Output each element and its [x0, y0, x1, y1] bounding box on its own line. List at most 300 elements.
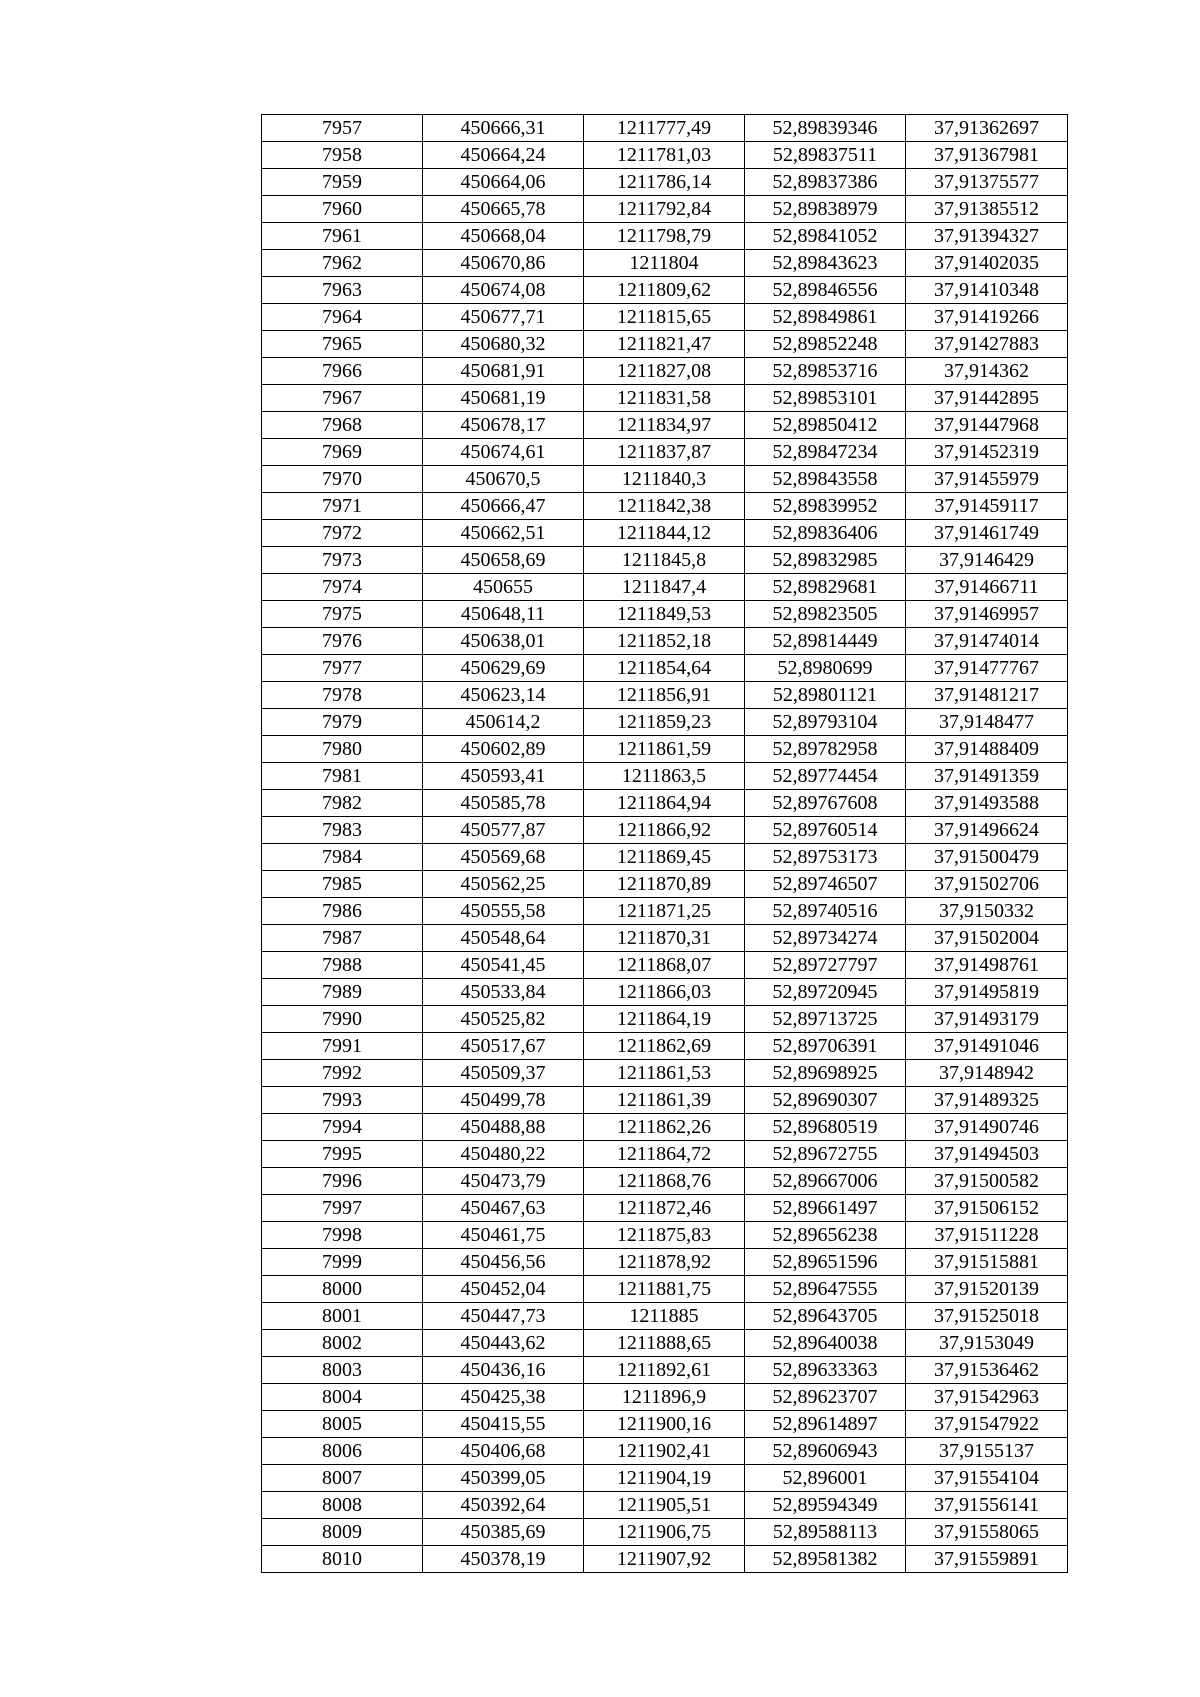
table-row	[262, 304, 1068, 331]
longitude-cell: 37,91367981	[906, 142, 1068, 169]
latitude-cell: 52,8980699	[745, 655, 906, 682]
table-row	[262, 979, 1068, 1006]
x-coordinate-cell: 450666,47	[423, 493, 584, 520]
y-coordinate-cell: 1211902,41	[584, 1438, 745, 1465]
table-row	[262, 844, 1068, 871]
longitude-cell: 37,91442895	[906, 385, 1068, 412]
longitude-cell: 37,91493179	[906, 1006, 1068, 1033]
table-row	[262, 601, 1068, 628]
longitude-cell: 37,91502004	[906, 925, 1068, 952]
latitude-cell: 52,89713725	[745, 1006, 906, 1033]
table-body	[262, 115, 1068, 1573]
table-row	[262, 1168, 1068, 1195]
y-coordinate-cell: 1211866,92	[584, 817, 745, 844]
x-coordinate-cell: 450509,37	[423, 1060, 584, 1087]
y-coordinate-cell: 1211821,47	[584, 331, 745, 358]
latitude-cell: 52,89843623	[745, 250, 906, 277]
y-coordinate-cell: 1211864,19	[584, 1006, 745, 1033]
latitude-cell: 52,89853716	[745, 358, 906, 385]
y-coordinate-cell: 1211869,45	[584, 844, 745, 871]
longitude-cell: 37,91536462	[906, 1357, 1068, 1384]
x-coordinate-cell: 450436,16	[423, 1357, 584, 1384]
latitude-cell: 52,89841052	[745, 223, 906, 250]
table-row	[262, 1411, 1068, 1438]
longitude-cell: 37,91459117	[906, 493, 1068, 520]
table-row	[262, 1276, 1068, 1303]
longitude-cell: 37,91447968	[906, 412, 1068, 439]
x-coordinate-cell: 450681,19	[423, 385, 584, 412]
point-number-cell: 7980	[262, 736, 423, 763]
latitude-cell: 52,89850412	[745, 412, 906, 439]
point-number-cell: 7973	[262, 547, 423, 574]
longitude-cell: 37,91489325	[906, 1087, 1068, 1114]
point-number-cell: 7969	[262, 439, 423, 466]
longitude-cell: 37,91466711	[906, 574, 1068, 601]
longitude-cell: 37,91506152	[906, 1195, 1068, 1222]
y-coordinate-cell: 1211856,91	[584, 682, 745, 709]
point-number-cell: 8002	[262, 1330, 423, 1357]
point-number-cell: 7967	[262, 385, 423, 412]
x-coordinate-cell: 450668,04	[423, 223, 584, 250]
table-row	[262, 1465, 1068, 1492]
x-coordinate-cell: 450480,22	[423, 1141, 584, 1168]
point-number-cell: 7995	[262, 1141, 423, 1168]
latitude-cell: 52,89690307	[745, 1087, 906, 1114]
y-coordinate-cell: 1211907,92	[584, 1546, 745, 1573]
latitude-cell: 52,89698925	[745, 1060, 906, 1087]
point-number-cell: 7971	[262, 493, 423, 520]
longitude-cell: 37,91558065	[906, 1519, 1068, 1546]
x-coordinate-cell: 450452,04	[423, 1276, 584, 1303]
table-row	[262, 1303, 1068, 1330]
longitude-cell: 37,91410348	[906, 277, 1068, 304]
longitude-cell: 37,9153049	[906, 1330, 1068, 1357]
x-coordinate-cell: 450406,68	[423, 1438, 584, 1465]
table-row	[262, 169, 1068, 196]
x-coordinate-cell: 450443,62	[423, 1330, 584, 1357]
x-coordinate-cell: 450593,41	[423, 763, 584, 790]
point-number-cell: 7998	[262, 1222, 423, 1249]
longitude-cell: 37,91500582	[906, 1168, 1068, 1195]
x-coordinate-cell: 450456,56	[423, 1249, 584, 1276]
table-row	[262, 196, 1068, 223]
longitude-cell: 37,91474014	[906, 628, 1068, 655]
longitude-cell: 37,91452319	[906, 439, 1068, 466]
latitude-cell: 52,89839952	[745, 493, 906, 520]
latitude-cell: 52,89853101	[745, 385, 906, 412]
table-row	[262, 898, 1068, 925]
point-number-cell: 7985	[262, 871, 423, 898]
latitude-cell: 52,896001	[745, 1465, 906, 1492]
latitude-cell: 52,89647555	[745, 1276, 906, 1303]
point-number-cell: 7988	[262, 952, 423, 979]
latitude-cell: 52,89588113	[745, 1519, 906, 1546]
table-row	[262, 1357, 1068, 1384]
x-coordinate-cell: 450399,05	[423, 1465, 584, 1492]
table-row	[262, 520, 1068, 547]
longitude-cell: 37,91496624	[906, 817, 1068, 844]
coordinates-table	[261, 114, 1068, 1573]
latitude-cell: 52,89838979	[745, 196, 906, 223]
table-row	[262, 1384, 1068, 1411]
table-row	[262, 871, 1068, 898]
x-coordinate-cell: 450638,01	[423, 628, 584, 655]
x-coordinate-cell: 450533,84	[423, 979, 584, 1006]
y-coordinate-cell: 1211864,72	[584, 1141, 745, 1168]
x-coordinate-cell: 450392,64	[423, 1492, 584, 1519]
longitude-cell: 37,91469957	[906, 601, 1068, 628]
y-coordinate-cell: 1211881,75	[584, 1276, 745, 1303]
longitude-cell: 37,91362697	[906, 115, 1068, 142]
longitude-cell: 37,91488409	[906, 736, 1068, 763]
latitude-cell: 52,89837386	[745, 169, 906, 196]
x-coordinate-cell: 450664,06	[423, 169, 584, 196]
x-coordinate-cell: 450674,08	[423, 277, 584, 304]
point-number-cell: 7972	[262, 520, 423, 547]
x-coordinate-cell: 450678,17	[423, 412, 584, 439]
table-row	[262, 1546, 1068, 1573]
point-number-cell: 7960	[262, 196, 423, 223]
latitude-cell: 52,89746507	[745, 871, 906, 898]
y-coordinate-cell: 1211866,03	[584, 979, 745, 1006]
y-coordinate-cell: 1211862,26	[584, 1114, 745, 1141]
y-coordinate-cell: 1211847,4	[584, 574, 745, 601]
table-row	[262, 655, 1068, 682]
x-coordinate-cell: 450665,78	[423, 196, 584, 223]
x-coordinate-cell: 450461,75	[423, 1222, 584, 1249]
latitude-cell: 52,89837511	[745, 142, 906, 169]
point-number-cell: 7968	[262, 412, 423, 439]
point-number-cell: 7964	[262, 304, 423, 331]
y-coordinate-cell: 1211871,25	[584, 898, 745, 925]
y-coordinate-cell: 1211888,65	[584, 1330, 745, 1357]
longitude-cell: 37,91556141	[906, 1492, 1068, 1519]
table-row	[262, 358, 1068, 385]
latitude-cell: 52,89656238	[745, 1222, 906, 1249]
point-number-cell: 7965	[262, 331, 423, 358]
latitude-cell: 52,89720945	[745, 979, 906, 1006]
point-number-cell: 7958	[262, 142, 423, 169]
y-coordinate-cell: 1211781,03	[584, 142, 745, 169]
point-number-cell: 7957	[262, 115, 423, 142]
y-coordinate-cell: 1211845,8	[584, 547, 745, 574]
point-number-cell: 7976	[262, 628, 423, 655]
point-number-cell: 7984	[262, 844, 423, 871]
point-number-cell: 8001	[262, 1303, 423, 1330]
point-number-cell: 7966	[262, 358, 423, 385]
latitude-cell: 52,89793104	[745, 709, 906, 736]
longitude-cell: 37,91375577	[906, 169, 1068, 196]
y-coordinate-cell: 1211809,62	[584, 277, 745, 304]
point-number-cell: 7997	[262, 1195, 423, 1222]
table-row	[262, 277, 1068, 304]
point-number-cell: 7963	[262, 277, 423, 304]
table-row	[262, 1330, 1068, 1357]
point-number-cell: 8003	[262, 1357, 423, 1384]
longitude-cell: 37,91502706	[906, 871, 1068, 898]
longitude-cell: 37,91554104	[906, 1465, 1068, 1492]
table-row	[262, 331, 1068, 358]
x-coordinate-cell: 450602,89	[423, 736, 584, 763]
longitude-cell: 37,91427883	[906, 331, 1068, 358]
table-row	[262, 115, 1068, 142]
x-coordinate-cell: 450541,45	[423, 952, 584, 979]
table-row	[262, 736, 1068, 763]
longitude-cell: 37,91461749	[906, 520, 1068, 547]
x-coordinate-cell: 450385,69	[423, 1519, 584, 1546]
point-number-cell: 7989	[262, 979, 423, 1006]
longitude-cell: 37,91394327	[906, 223, 1068, 250]
latitude-cell: 52,89740516	[745, 898, 906, 925]
y-coordinate-cell: 1211852,18	[584, 628, 745, 655]
table-row	[262, 142, 1068, 169]
longitude-cell: 37,91491046	[906, 1033, 1068, 1060]
point-number-cell: 7962	[262, 250, 423, 277]
table-row	[262, 1222, 1068, 1249]
point-number-cell: 7970	[262, 466, 423, 493]
latitude-cell: 52,89843558	[745, 466, 906, 493]
table-row	[262, 628, 1068, 655]
latitude-cell: 52,89846556	[745, 277, 906, 304]
point-number-cell: 7990	[262, 1006, 423, 1033]
longitude-cell: 37,91515881	[906, 1249, 1068, 1276]
y-coordinate-cell: 1211868,07	[584, 952, 745, 979]
y-coordinate-cell: 1211900,16	[584, 1411, 745, 1438]
x-coordinate-cell: 450555,58	[423, 898, 584, 925]
longitude-cell: 37,9155137	[906, 1438, 1068, 1465]
table-row	[262, 1195, 1068, 1222]
point-number-cell: 7981	[262, 763, 423, 790]
x-coordinate-cell: 450467,63	[423, 1195, 584, 1222]
latitude-cell: 52,89814449	[745, 628, 906, 655]
table-row	[262, 709, 1068, 736]
latitude-cell: 52,89839346	[745, 115, 906, 142]
x-coordinate-cell: 450670,5	[423, 466, 584, 493]
y-coordinate-cell: 1211834,97	[584, 412, 745, 439]
latitude-cell: 52,89661497	[745, 1195, 906, 1222]
y-coordinate-cell: 1211786,14	[584, 169, 745, 196]
point-number-cell: 7996	[262, 1168, 423, 1195]
point-number-cell: 7979	[262, 709, 423, 736]
longitude-cell: 37,9148942	[906, 1060, 1068, 1087]
longitude-cell: 37,91402035	[906, 250, 1068, 277]
latitude-cell: 52,89581382	[745, 1546, 906, 1573]
latitude-cell: 52,89706391	[745, 1033, 906, 1060]
x-coordinate-cell: 450473,79	[423, 1168, 584, 1195]
longitude-cell: 37,91511228	[906, 1222, 1068, 1249]
point-number-cell: 7994	[262, 1114, 423, 1141]
x-coordinate-cell: 450517,67	[423, 1033, 584, 1060]
table-row	[262, 466, 1068, 493]
y-coordinate-cell: 1211777,49	[584, 115, 745, 142]
y-coordinate-cell: 1211872,46	[584, 1195, 745, 1222]
y-coordinate-cell: 1211875,83	[584, 1222, 745, 1249]
longitude-cell: 37,91547922	[906, 1411, 1068, 1438]
latitude-cell: 52,89643705	[745, 1303, 906, 1330]
x-coordinate-cell: 450681,91	[423, 358, 584, 385]
latitude-cell: 52,89847234	[745, 439, 906, 466]
longitude-cell: 37,91494503	[906, 1141, 1068, 1168]
x-coordinate-cell: 450499,78	[423, 1087, 584, 1114]
x-coordinate-cell: 450548,64	[423, 925, 584, 952]
latitude-cell: 52,89672755	[745, 1141, 906, 1168]
y-coordinate-cell: 1211854,64	[584, 655, 745, 682]
table-row	[262, 412, 1068, 439]
longitude-cell: 37,91491359	[906, 763, 1068, 790]
table-row	[262, 1087, 1068, 1114]
table-row	[262, 385, 1068, 412]
table-row	[262, 1519, 1068, 1546]
x-coordinate-cell: 450378,19	[423, 1546, 584, 1573]
table-row	[262, 925, 1068, 952]
longitude-cell: 37,91477767	[906, 655, 1068, 682]
longitude-cell: 37,91481217	[906, 682, 1068, 709]
latitude-cell: 52,89651596	[745, 1249, 906, 1276]
x-coordinate-cell: 450655	[423, 574, 584, 601]
point-number-cell: 7978	[262, 682, 423, 709]
x-coordinate-cell: 450666,31	[423, 115, 584, 142]
x-coordinate-cell: 450425,38	[423, 1384, 584, 1411]
longitude-cell: 37,91455979	[906, 466, 1068, 493]
table-row	[262, 1114, 1068, 1141]
point-number-cell: 8010	[262, 1546, 423, 1573]
latitude-cell: 52,89852248	[745, 331, 906, 358]
longitude-cell: 37,91542963	[906, 1384, 1068, 1411]
point-number-cell: 7975	[262, 601, 423, 628]
latitude-cell: 52,89849861	[745, 304, 906, 331]
y-coordinate-cell: 1211849,53	[584, 601, 745, 628]
y-coordinate-cell: 1211896,9	[584, 1384, 745, 1411]
y-coordinate-cell: 1211878,92	[584, 1249, 745, 1276]
y-coordinate-cell: 1211861,39	[584, 1087, 745, 1114]
latitude-cell: 52,89753173	[745, 844, 906, 871]
point-number-cell: 8007	[262, 1465, 423, 1492]
longitude-cell: 37,91493588	[906, 790, 1068, 817]
latitude-cell: 52,89801121	[745, 682, 906, 709]
y-coordinate-cell: 1211892,61	[584, 1357, 745, 1384]
x-coordinate-cell: 450577,87	[423, 817, 584, 844]
point-number-cell: 7992	[262, 1060, 423, 1087]
longitude-cell: 37,914362	[906, 358, 1068, 385]
x-coordinate-cell: 450415,55	[423, 1411, 584, 1438]
x-coordinate-cell: 450677,71	[423, 304, 584, 331]
point-number-cell: 7982	[262, 790, 423, 817]
table-row	[262, 952, 1068, 979]
x-coordinate-cell: 450662,51	[423, 520, 584, 547]
x-coordinate-cell: 450569,68	[423, 844, 584, 871]
y-coordinate-cell: 1211804	[584, 250, 745, 277]
table-row	[262, 439, 1068, 466]
table-row	[262, 493, 1068, 520]
table-row	[262, 1492, 1068, 1519]
longitude-cell: 37,9146429	[906, 547, 1068, 574]
y-coordinate-cell: 1211859,23	[584, 709, 745, 736]
longitude-cell: 37,91500479	[906, 844, 1068, 871]
latitude-cell: 52,89606943	[745, 1438, 906, 1465]
latitude-cell: 52,89667006	[745, 1168, 906, 1195]
point-number-cell: 8009	[262, 1519, 423, 1546]
table-row	[262, 817, 1068, 844]
point-number-cell: 7977	[262, 655, 423, 682]
latitude-cell: 52,89782958	[745, 736, 906, 763]
latitude-cell: 52,89836406	[745, 520, 906, 547]
longitude-cell: 37,91498761	[906, 952, 1068, 979]
y-coordinate-cell: 1211870,89	[584, 871, 745, 898]
latitude-cell: 52,89727797	[745, 952, 906, 979]
y-coordinate-cell: 1211885	[584, 1303, 745, 1330]
y-coordinate-cell: 1211844,12	[584, 520, 745, 547]
latitude-cell: 52,89774454	[745, 763, 906, 790]
latitude-cell: 52,89614897	[745, 1411, 906, 1438]
y-coordinate-cell: 1211868,76	[584, 1168, 745, 1195]
x-coordinate-cell: 450674,61	[423, 439, 584, 466]
table-row	[262, 1438, 1068, 1465]
x-coordinate-cell: 450658,69	[423, 547, 584, 574]
x-coordinate-cell: 450447,73	[423, 1303, 584, 1330]
table-row	[262, 1033, 1068, 1060]
point-number-cell: 7993	[262, 1087, 423, 1114]
latitude-cell: 52,89633363	[745, 1357, 906, 1384]
y-coordinate-cell: 1211792,84	[584, 196, 745, 223]
point-number-cell: 8004	[262, 1384, 423, 1411]
longitude-cell: 37,91385512	[906, 196, 1068, 223]
table-row	[262, 1060, 1068, 1087]
y-coordinate-cell: 1211827,08	[584, 358, 745, 385]
x-coordinate-cell: 450488,88	[423, 1114, 584, 1141]
y-coordinate-cell: 1211870,31	[584, 925, 745, 952]
table-row	[262, 1006, 1068, 1033]
y-coordinate-cell: 1211815,65	[584, 304, 745, 331]
point-number-cell: 8000	[262, 1276, 423, 1303]
x-coordinate-cell: 450562,25	[423, 871, 584, 898]
table-row	[262, 547, 1068, 574]
latitude-cell: 52,89680519	[745, 1114, 906, 1141]
point-number-cell: 8008	[262, 1492, 423, 1519]
latitude-cell: 52,89623707	[745, 1384, 906, 1411]
y-coordinate-cell: 1211906,75	[584, 1519, 745, 1546]
latitude-cell: 52,89760514	[745, 817, 906, 844]
point-number-cell: 7999	[262, 1249, 423, 1276]
x-coordinate-cell: 450670,86	[423, 250, 584, 277]
table-row	[262, 250, 1068, 277]
longitude-cell: 37,9148477	[906, 709, 1068, 736]
point-number-cell: 7959	[262, 169, 423, 196]
longitude-cell: 37,91495819	[906, 979, 1068, 1006]
y-coordinate-cell: 1211840,3	[584, 466, 745, 493]
table-row	[262, 1249, 1068, 1276]
longitude-cell: 37,91525018	[906, 1303, 1068, 1330]
point-number-cell: 7986	[262, 898, 423, 925]
x-coordinate-cell: 450629,69	[423, 655, 584, 682]
x-coordinate-cell: 450664,24	[423, 142, 584, 169]
longitude-cell: 37,91559891	[906, 1546, 1068, 1573]
x-coordinate-cell: 450585,78	[423, 790, 584, 817]
y-coordinate-cell: 1211861,59	[584, 736, 745, 763]
latitude-cell: 52,89829681	[745, 574, 906, 601]
point-number-cell: 8006	[262, 1438, 423, 1465]
longitude-cell: 37,91520139	[906, 1276, 1068, 1303]
y-coordinate-cell: 1211905,51	[584, 1492, 745, 1519]
y-coordinate-cell: 1211837,87	[584, 439, 745, 466]
table-row	[262, 223, 1068, 250]
latitude-cell: 52,89767608	[745, 790, 906, 817]
table-row	[262, 763, 1068, 790]
latitude-cell: 52,89640038	[745, 1330, 906, 1357]
longitude-cell: 37,9150332	[906, 898, 1068, 925]
table-row	[262, 1141, 1068, 1168]
longitude-cell: 37,91490746	[906, 1114, 1068, 1141]
y-coordinate-cell: 1211904,19	[584, 1465, 745, 1492]
